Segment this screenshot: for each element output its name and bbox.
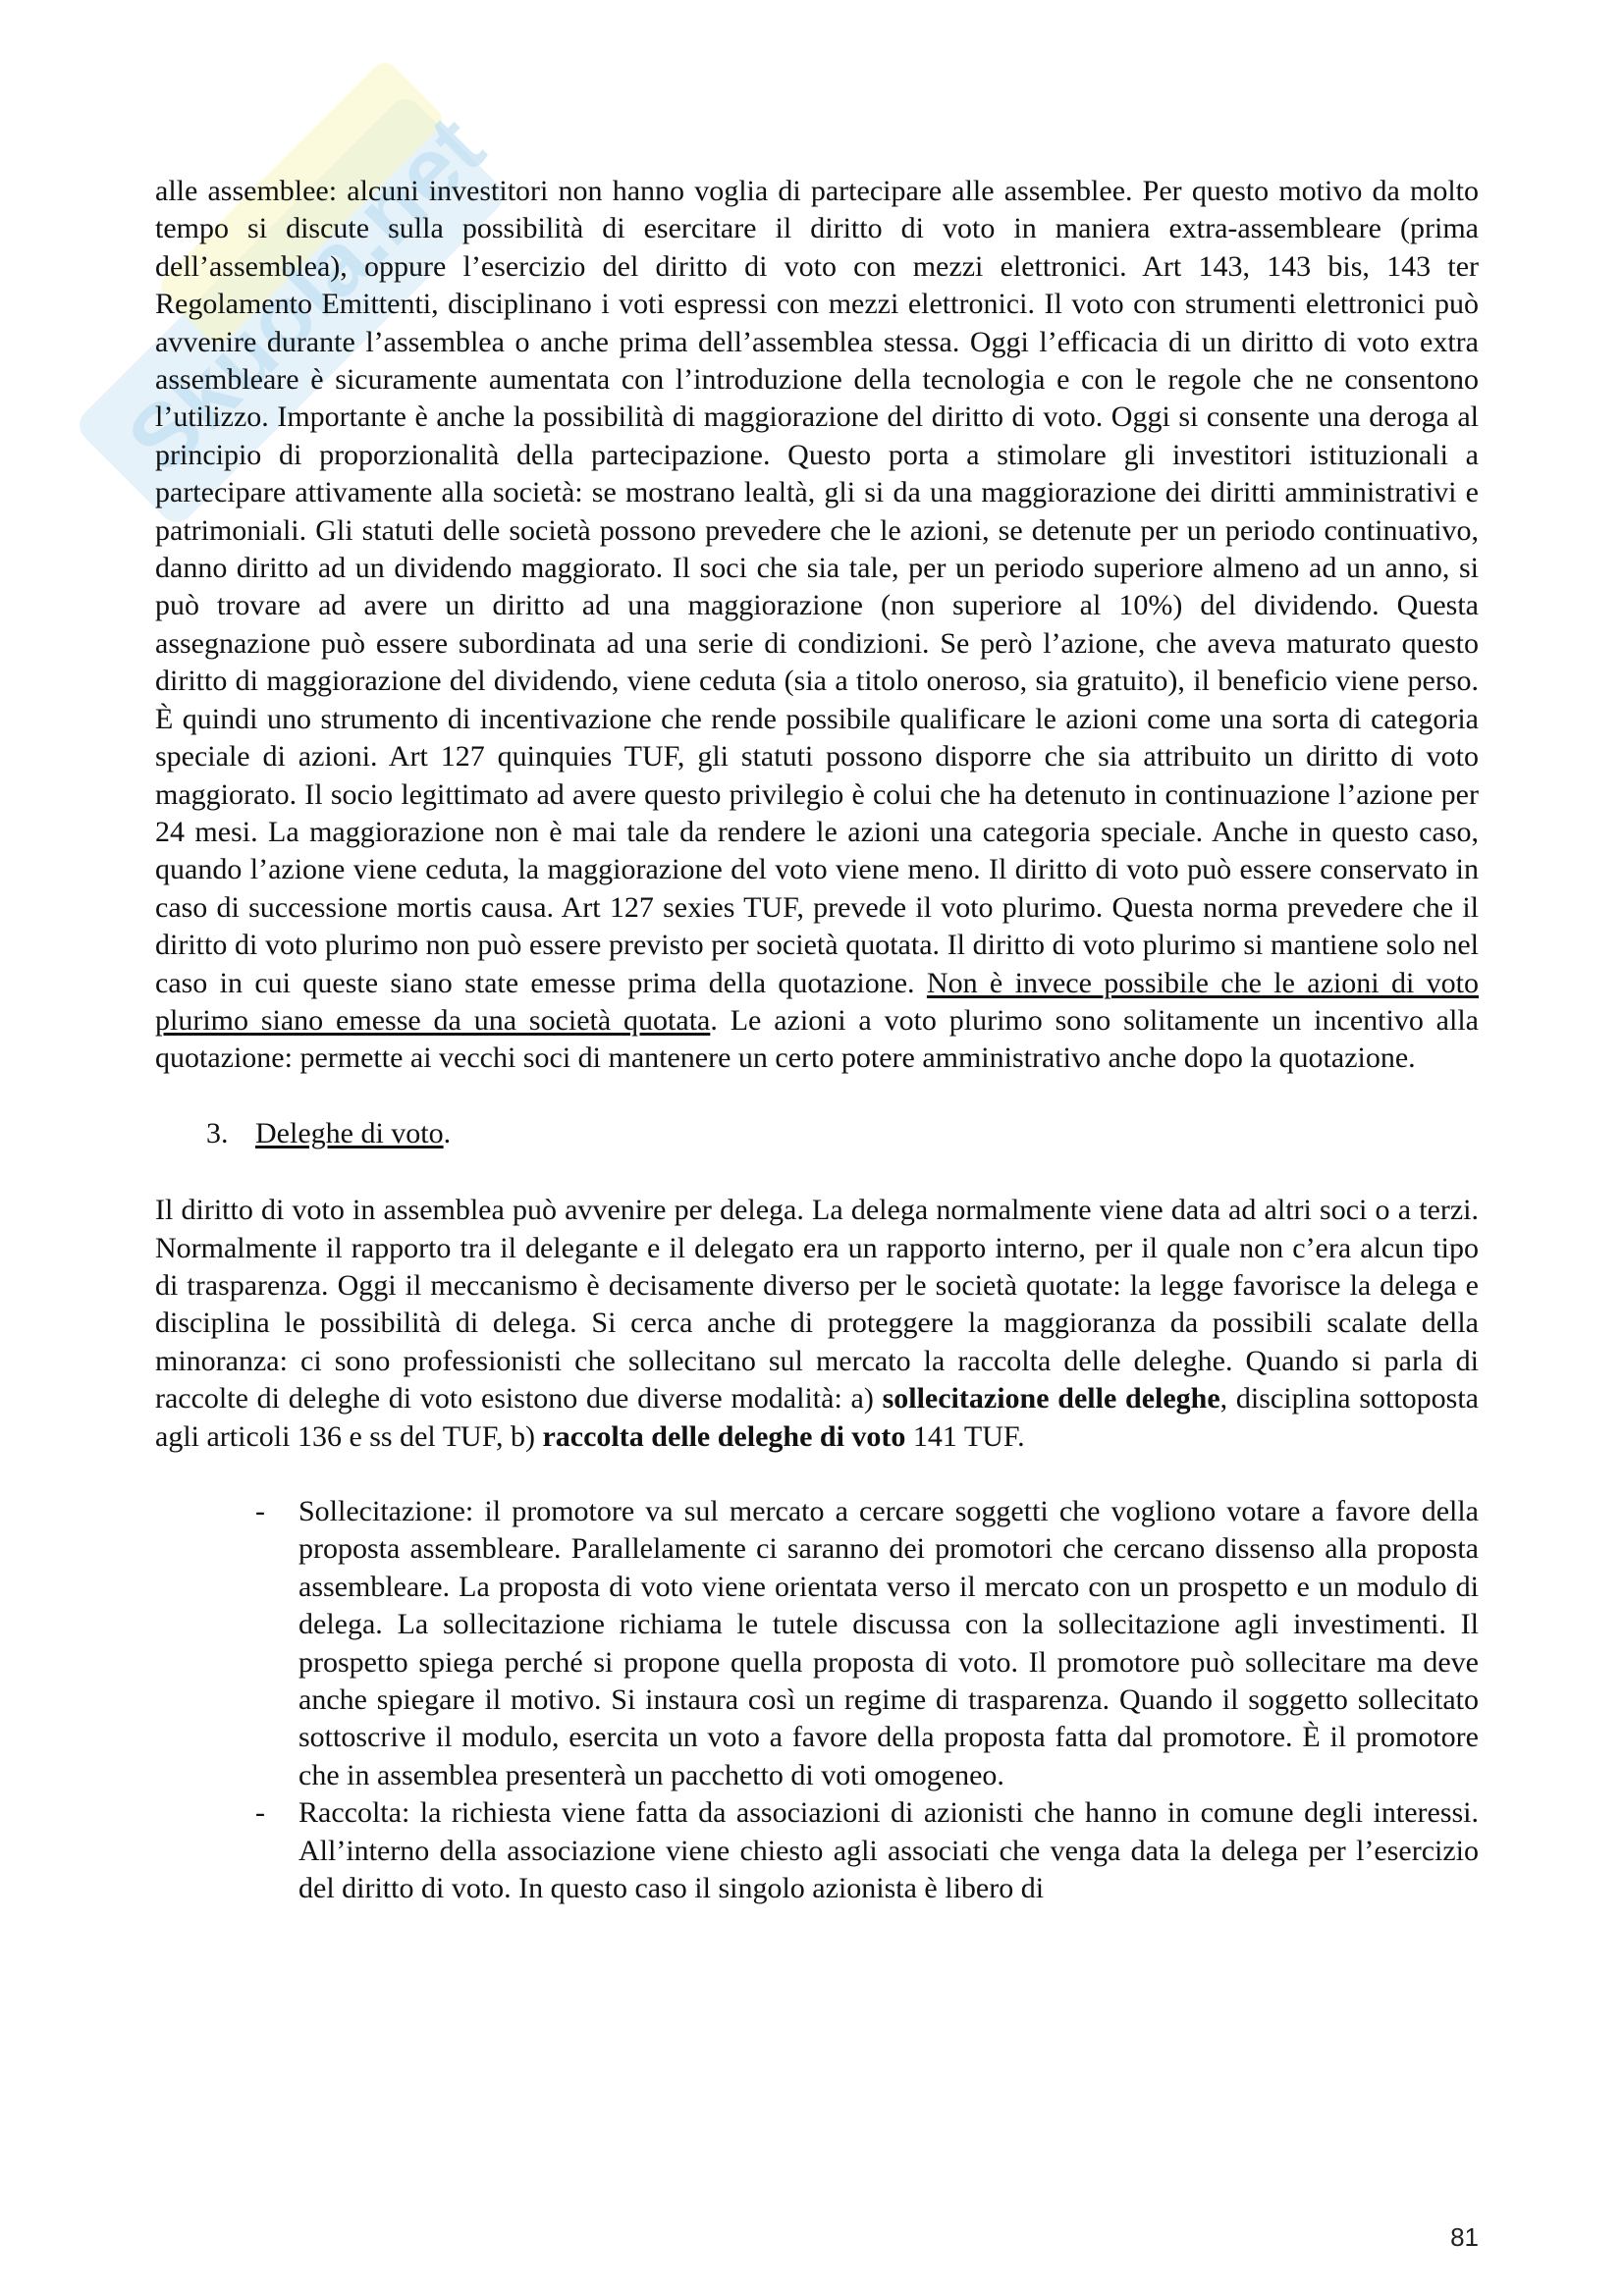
list-item-text: Sollecitazione: il promotore va sul mercato a cercare soggetti che vogliono votare a favore della proposta assembleare. Parallelamente ci saranno dei promotori che cercano dissenso alla proposta assembleare. La proposta di voto viene orientata verso il mercato con un prospetto e un modulo di delega. La sollecitazione richiama le tutele discussa con la sollecitazione agli investimenti. Il prospetto spiega perché si propone quella proposta di voto. Il promotore può sollecitare ma deve anche spiegare il motivo. Si instaura così un regime di trasparenza. Quando il soggetto sollecitato sottoscrive il modulo, esercita un voto a favore della proposta fatta dal promotore. È il promotore che in assemblea presenterà un pacchetto di voti omogeneo.	[298, 1495, 1479, 1791]
list-item	[155, 1794, 1479, 1907]
list-item-text: Raccolta: la richiesta viene fatta da associazioni di azionisti che hanno in comune degli interessi. All’interno della associazione viene chiesto agli associati che venga data la delega per l’esercizio del diritto di voto. In questo caso il singolo azionista è libero di	[298, 1796, 1479, 1905]
paragraph-text-end: . Le azioni a voto plurimo sono solitamente un incentivo alla quotazione: permette ai vecchi soci di mantenere un certo potere amministrativo anche dopo la quotazione.	[155, 1003, 1479, 1075]
paragraph-text-end: 141 TUF.	[905, 1419, 1025, 1453]
paragraph-text: alle assemblee: alcuni investitori non hanno voglia di partecipare alle assemblee. Per questo motivo da molto tempo si discute sulla possibilità di esercitare il diritto di voto in maniera extra-assembleare (prima dell’assemblea), oppure l’esercizio del diritto di voto con mezzi elettronici. Art 143, 143 bis, 143 ter Regolamento Emittenti, disciplinano i voti espressi con mezzi elettronici. Il voto con strumenti elettronici può avvenire durante l’assemblea o anche prima dell’assemblea stessa. Oggi l’efficacia di un diritto di voto extra assembleare è sicuramente aumentata con l’introduzione della tecnologia e con le regole che ne consentono l’utilizzo. Importante è anche la possibilità di maggiorazione del diritto di voto. Oggi si consente una deroga al principio di proporzionalità della partecipazione. Questo porta a stimolare gli investitori istituzionali a partecipare attivamente alla società: se mostrano lealtà, gli si da una maggiorazione dei diritti amministrativi e patrimoniali. Gli statuti delle società possono prevedere che le azioni, se detenute per un periodo continuativo, danno diritto ad un dividendo maggiorato. Il soci che sia tale, per un periodo superiore almeno ad un anno, si può trovare ad avere un diritto ad una maggiorazione (non superiore al 10%) del dividendo. Questa assegnazione può essere subordinata ad una serie di condizioni. Se però l’azione, che aveva maturato questo diritto di maggiorazione del dividendo, viene ceduta (sia a titolo oneroso, sia gratuito), il beneficio viene perso. È quindi uno strumento di incentivazione che rende possibile qualificare le azioni come una sorta di categoria speciale di azioni. Art 127 quinquies TUF, gli statuti possono disporre che sia attribuito un diritto di voto maggiorato. Il socio legittimato ad avere questo privilegio è colui che ha detenuto in continuazione l’azione per 24 mesi. La maggiorazione non è mai tale da rendere le azioni una categoria speciale. Anche in questo caso, quando l’azione viene ceduta, la maggiorazione del voto viene meno. Il diritto di voto può essere conservato in caso di successione mortis causa. Art 127 sexies TUF, prevede il voto plurimo. Questa norma prevedere che il diritto di voto plurimo non può essere previsto per società quotata. Il diritto di voto plurimo si mantiene solo nel caso in cui queste siano state emesse prima della quotazione.	[155, 175, 1479, 999]
section-number: 3.	[206, 1116, 229, 1149]
underlined-statement: Non è invece possibile che le azioni di voto plurimo siano emesse da una società quotata	[155, 966, 1479, 1037]
page-number: 81	[1450, 2222, 1479, 2252]
list-bullet: -	[255, 1495, 265, 1527]
page-body	[155, 173, 1479, 1907]
list-item	[155, 1493, 1479, 1794]
paragraph-deleghe	[155, 1192, 1479, 1456]
bold-term-sollecitazione: sollecitazione delle deleghe	[882, 1382, 1220, 1415]
paragraph-voto-maggiorato	[155, 173, 1479, 1078]
bold-term-raccolta: raccolta delle deleghe di voto	[542, 1419, 906, 1453]
section-title: Deleghe di voto	[255, 1116, 444, 1149]
section-title-end: .	[443, 1116, 452, 1149]
dash-list	[155, 1493, 1479, 1907]
watermark-text: Skuola.net	[109, 97, 504, 492]
section-heading	[155, 1115, 1479, 1152]
paragraph-text: Il diritto di voto in assemblea può avvenire per delega. La delega normalmente viene data ad altri soci o a terzi. Normalmente il rapporto tra il delegante e il delegato era un rapporto interno, per il quale non c’era alcun tipo di trasparenza. Oggi il meccanismo è decisamente diverso per le società quotate: la legge favorisce la delega e disciplina le possibilità di delega. Si cerca anche di proteggere la maggioranza da possibili scalate della minoranza: ci sono professionisti che sollecitano sul mercato la raccolta delle deleghe. Quando si parla di raccolte di deleghe di voto esistono due diverse modalità: a)	[155, 1194, 1479, 1415]
paragraph-text-mid: , disciplina sottoposta agli articoli 136 e ss del TUF, b)	[155, 1382, 1479, 1453]
list-bullet: -	[255, 1796, 265, 1830]
